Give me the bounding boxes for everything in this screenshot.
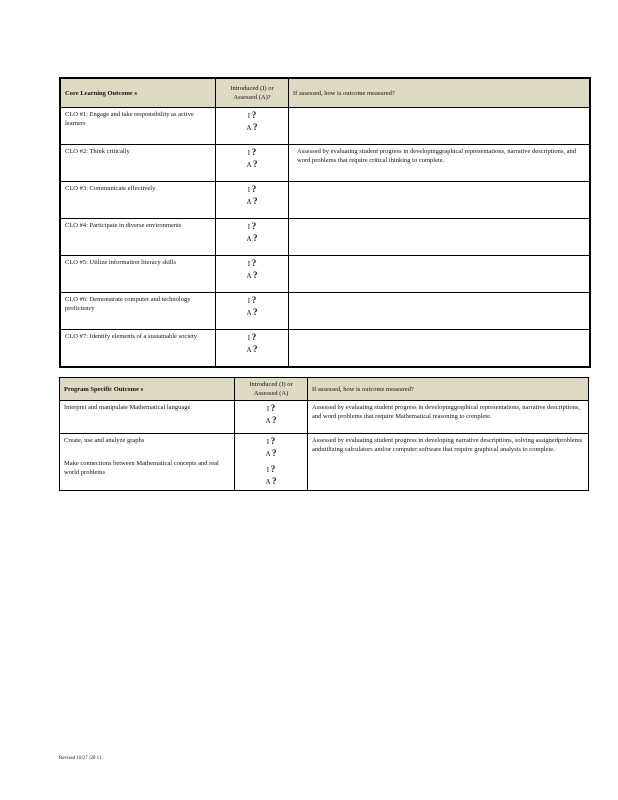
assessed-mark: A [246,198,252,206]
checkbox-placeholder-icon: ? [271,415,277,425]
measure-cell [289,108,591,145]
checkbox-placeholder-icon: ? [270,464,276,474]
outcome-text: Make connections between Mathematical concepts and real world problems [64,460,219,476]
revision-footer: Revised 10/27 /20 11 [59,756,102,761]
measure-cell [289,182,591,219]
introduced-mark: I [247,112,251,120]
outcome-text: Create, use and analyze graphs [64,437,145,444]
checkbox-placeholder-icon: ? [252,233,258,243]
measure-cell [289,219,591,256]
outcome-cell: CLO #4: Participate in diverse environments [60,219,216,256]
introduced-mark: I [266,438,270,446]
table-row [60,108,590,145]
outcome-cell: CLO #5: Utilize information literacy skills [60,256,216,293]
assessed-mark: A [265,478,271,486]
assessed-mark: A [246,309,252,317]
measure-cell [289,330,591,368]
introduced-mark: I [266,405,270,413]
assessed-mark: A [246,161,252,169]
assessed-mark: A [246,124,252,132]
program-specific-outcomes-table [59,377,589,491]
outcome-cell: CLO #1: Engage and take responsibility as active learners [60,108,216,145]
checkbox-placeholder-icon: ? [252,307,258,317]
introduced-assessed-cell [216,256,289,293]
introduced-mark: I [247,260,251,268]
measure-cell [308,434,589,491]
outcome-cell: CLO #7: Identify elements of a sustainable society [60,330,216,368]
table-row [60,330,590,368]
checkbox-placeholder-icon: ? [251,110,257,120]
checkbox-placeholder-icon: ? [252,344,258,354]
introduced-assessed-cell [216,145,289,182]
introduced-assessed-cell [216,182,289,219]
outcome-cell: CLO #6: Demonstrate computer and technology proficiency [60,293,216,330]
introduced-mark: I [247,149,251,157]
checkbox-placeholder-icon: ? [252,196,258,206]
table-row [60,145,590,182]
measure-cell [289,256,591,293]
table-header-row [60,78,590,108]
table-row [60,401,589,434]
table-header-row [60,378,589,401]
introduced-assessed-cell [216,108,289,145]
assessed-mark: A [265,417,271,425]
introduced-assessed-cell [216,219,289,256]
header-program-specific-outcomes: Program Specific Outcome s [60,378,235,401]
checkbox-placeholder-icon: ? [270,403,276,413]
outcome-cell: Interpret and manipulate Mathematical language [60,401,235,434]
introduced-assessed-cell [235,434,308,491]
assessed-mark: A [246,235,252,243]
checkbox-placeholder-icon: ? [251,258,257,268]
introduced-mark: I [247,297,251,305]
checkbox-placeholder-icon: ? [252,270,258,280]
header-core-learning-outcomes: Core Learning Outcome s [60,78,216,108]
introduced-assessed-cell [235,401,308,434]
outcome-cell [60,434,235,491]
assessed-mark: A [246,272,252,280]
checkbox-placeholder-icon: ? [251,295,257,305]
checkbox-placeholder-icon: ? [251,332,257,342]
assessed-mark: A [246,346,252,354]
table-row [60,434,589,491]
measure-cell: Assessed by evaluating student progress in developinggraphical representations, narrative descriptions, and word problems that require Mathematical reasoning to complete. [308,401,589,434]
checkbox-placeholder-icon: ? [251,221,257,231]
header-how-measured: If assessed, how is outcome measured? [289,78,591,108]
header-introduced-assessed: Introduced (I) or Assessed (A)? [216,78,289,108]
introduced-assessed-cell [216,330,289,368]
table-row [60,219,590,256]
checkbox-placeholder-icon: ? [271,448,277,458]
checkbox-placeholder-icon: ? [252,159,258,169]
introduced-mark: I [247,223,251,231]
core-learning-outcomes-table [59,77,591,368]
measure-text: Assessed by evaluating student progress in developing narrative descriptions, solving assignedproblems andutilizing calculators and/or computer software that require graphical analysis to complete. [312,437,583,453]
checkbox-placeholder-icon: ? [271,476,277,486]
header-introduced-assessed: Introduced (I) or Assessed (A) [235,378,308,401]
checkbox-placeholder-icon: ? [270,436,276,446]
measure-cell [289,293,591,330]
introduced-mark: I [266,466,270,474]
measure-cell: Assessed by evaluating student progress in developinggraphical representations, narrative descriptions, and word problems that require critical thinking to complete. [289,145,591,182]
table-row [60,293,590,330]
table-row [60,182,590,219]
introduced-assessed-cell [216,293,289,330]
assessed-mark: A [265,450,271,458]
outcome-cell: CLO #2: Think critically [60,145,216,182]
introduced-mark: I [247,186,251,194]
checkbox-placeholder-icon: ? [251,184,257,194]
checkbox-placeholder-icon: ? [252,122,258,132]
header-how-measured: If assessed, how is outcome measured? [308,378,589,401]
outcome-cell: CLO #3: Communicate effectively [60,182,216,219]
table-row [60,256,590,293]
checkbox-placeholder-icon: ? [251,147,257,157]
introduced-mark: I [247,334,251,342]
